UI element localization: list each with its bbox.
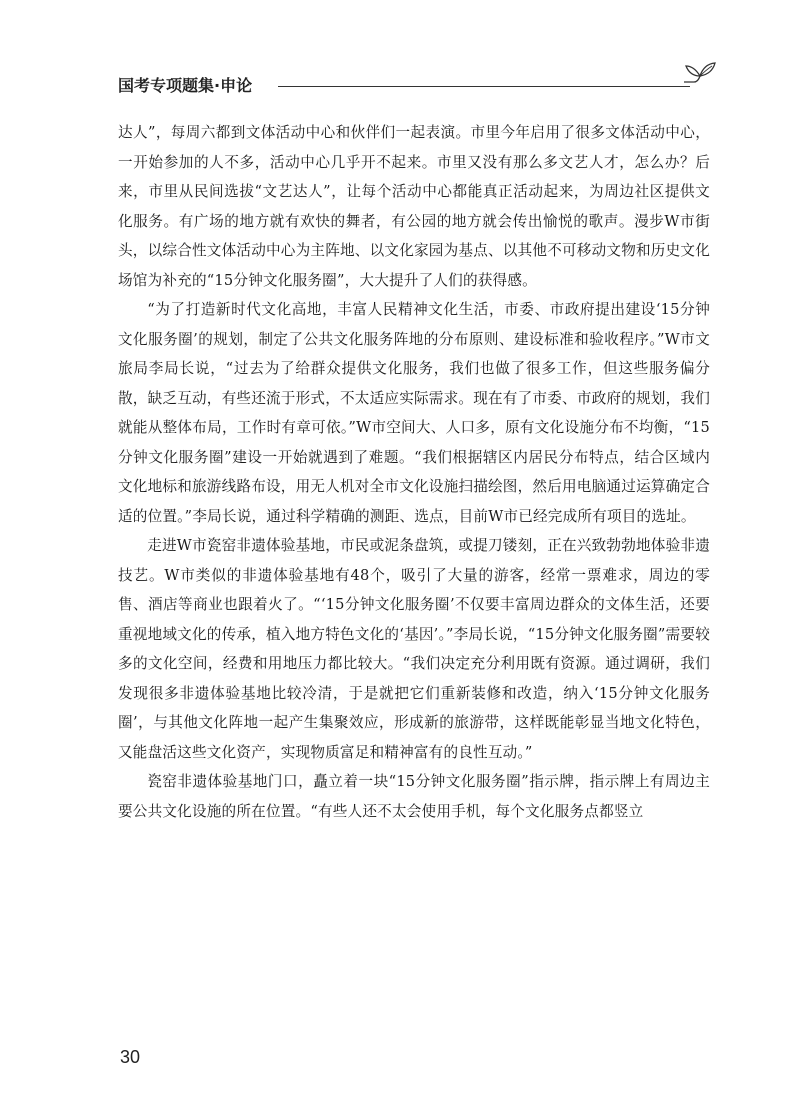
paragraph-3: 走进W市瓷窑非遗体验基地，市民或泥条盘筑，或提刀镂刻，正在兴致勃勃地体验非遗技艺。W市类似的非遗体验基地有48个，吸引了大量的游客，经常一票难求，周边的零售、酒店等商业也跟着火了。“‘15分钟文化服务圈’不仅要丰富周边群众的文体生活，还要重视地域文化的传承，植入地方特色文化的‘基因’。”李局长说，“15分钟文化服务圈”需要较多的文化空间，经费和用地压力都比较大。“我们决定充分利用既有资源。通过调研，我们发现很多非遗体验基地比较冷清，于是就把它们重新装修和改造，纳入‘15分钟文化服务圈’，与其他文化阵地一起产生集聚效应，形成新的旅游带，这样既能彰显当地文化特色，又能盘活这些文化资产，实现物质富足和精神富有的良性互动。”: [118, 537, 710, 761]
paragraph-4: 瓷窑非遗体验基地门口，矗立着一块“15分钟文化服务圈”指示牌，指示牌上有周边主要公共文化设施的所在位置。“有些人还不太会使用手机，每个文化服务点都竖立: [118, 773, 710, 820]
header-rule: [278, 86, 690, 87]
paragraph-1: 达人”，每周六都到文体活动中心和伙伴们一起表演。市里今年启用了很多文体活动中心，一开始参加的人不多，活动中心几乎开不起来。市里又没有那么多文艺人才，怎么办？后来，市里从民间选拔“文艺达人”，让每个活动中心都能真正活动起来，为周边社区提供文化服务。有广场的地方就有欢快的舞者，有公园的地方就会传出愉悦的歌声。漫步W市街头，以综合性文体活动中心为主阵地、以文化家园为基点、以其他不可移动文物和历史文化场馆为补充的“15分钟文化服务圈”，大大提升了人们的获得感。: [118, 124, 710, 289]
sprout-icon: [682, 58, 718, 90]
page-number: 30: [120, 1047, 141, 1067]
page-body: [118, 118, 710, 826]
paragraph-2: “为了打造新时代文化高地，丰富人民精神文化生活，市委、市政府提出建设‘15分钟文化服务圈’的规划，制定了公共文化服务阵地的分布原则、建设标准和验收程序。”W市文旅局李局长说，“过去为了给群众提供文化服务，我们也做了很多工作，但这些服务偏分散，缺乏互动，有些还流于形式，不太适应实际需求。现在有了市委、市政府的规划，我们就能从整体布局，工作时有章可依。”W市空间大、人口多，原有文化设施分布不均衡，“15分钟文化服务圈”建设一开始就遇到了难题。“我们根据辖区内居民分布特点，结合区域内文化地标和旅游线路布设，用无人机对全市文化设施扫描绘图，然后用电脑通过运算确定合适的位置。”李局长说，通过科学精确的测距、选点，目前W市已经完成所有项目的选址。: [118, 301, 710, 525]
running-header-title: 国考专项题集·申论: [118, 76, 253, 95]
running-header: [118, 76, 718, 100]
